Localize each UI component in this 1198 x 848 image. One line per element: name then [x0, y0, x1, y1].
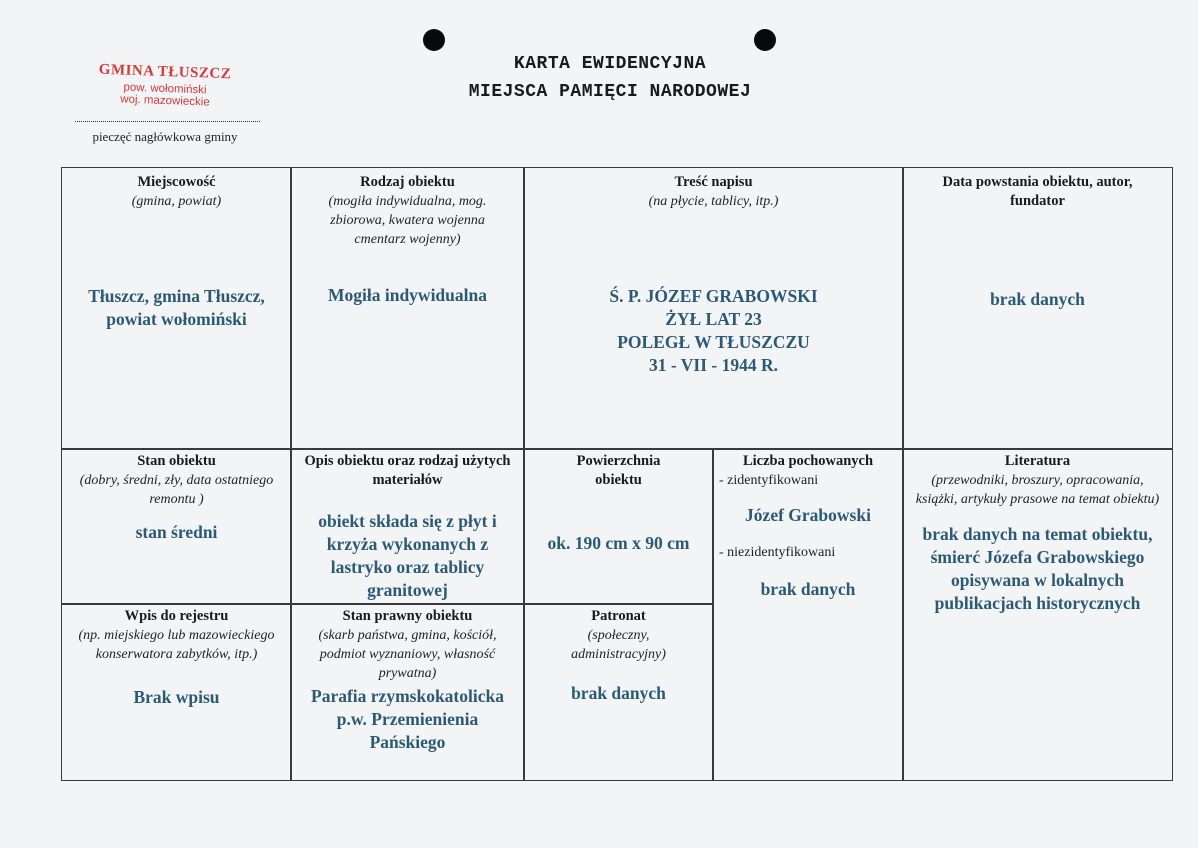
cell-patronat [523, 603, 714, 781]
inscription-line: 31 - VII - 1944 R. [649, 355, 778, 375]
title-line-2: MIEJSCA PAMIĘCI NARODOWEJ [468, 82, 752, 102]
document-title [380, 50, 840, 106]
miejscowosc-header: Miejscowość [137, 174, 216, 190]
punch-hole-left [423, 29, 445, 51]
literatura-header: Literatura [1004, 453, 1071, 469]
wpis-header: Wpis do rejestru [124, 608, 229, 624]
liczba-ident-label: - zidentyfikowani [719, 473, 819, 488]
cell-data-powstania [902, 167, 1173, 450]
literatura-sub: (przewodniki, broszury, opracowania, książki, artykuły prasowe na temat obiektu) [915, 473, 1160, 507]
punch-hole-right [754, 29, 776, 51]
cell-liczba-pochowanych [712, 448, 904, 781]
patronat-value: brak danych [571, 683, 666, 703]
powierzchnia-header: Powierzchnia obiektu [576, 453, 661, 488]
tresc-inscription [524, 285, 903, 377]
cell-stan-prawny [290, 603, 525, 781]
literatura-value: brak danych na temat obiektu, śmierć Józefa Grabowskiego opisywana w lokalnych publikacjach historycznych [922, 524, 1153, 613]
inscription-line: Ś. P. JÓZEF GRABOWSKI [609, 286, 818, 306]
cell-stan [61, 448, 292, 605]
cell-rodzaj [290, 167, 525, 450]
data-header: Data powstania obiektu, autor, fundator [942, 174, 1133, 209]
record-table [61, 167, 1173, 781]
prawny-sub: (skarb państwa, gmina, kościół, podmiot wyznaniowy, własność prywatna) [318, 628, 497, 681]
stan-sub: (dobry, średni, zły, data ostatniego remontu ) [79, 473, 274, 507]
tresc-header: Treść napisu [674, 174, 753, 190]
cell-tresc [523, 167, 904, 450]
patronat-header: Patronat [591, 608, 646, 624]
cell-powierzchnia [523, 448, 714, 605]
stan-value: stan średni [135, 522, 218, 542]
inscription-line: POLEGŁ W TŁUSZCZU [617, 332, 810, 352]
wpis-value: Brak wpisu [133, 687, 220, 707]
stamp-dotted-line [75, 121, 260, 122]
cell-wpis [61, 603, 292, 781]
municipality-stamp [60, 61, 270, 109]
stamp-caption: pieczęć nagłówkowa gminy [92, 129, 238, 144]
miejscowosc-value: Tłuszcz, gmina Tłuszcz, powiat wołomiński [88, 286, 265, 329]
powierzchnia-value: ok. 190 cm x 90 cm [547, 533, 690, 553]
patronat-sub: (społeczny, administracyjny) [571, 628, 666, 662]
prawny-header: Stan prawny obiektu [342, 608, 473, 624]
cell-opis [290, 448, 525, 605]
inscription-line: ŻYŁ LAT 23 [665, 309, 762, 329]
rodzaj-value: Mogiła indywidualna [327, 285, 487, 305]
stamp-line-2: pow. wołomiński [123, 81, 207, 97]
cell-literatura [902, 448, 1173, 781]
stamp-line-3: woj. mazowieckie [120, 93, 210, 109]
rodzaj-sub: (mogiła indywidualna, mog. zbiorowa, kwatera wojenna cmentarz wojenny) [328, 194, 487, 247]
liczba-ident-value: Józef Grabowski [745, 505, 871, 525]
liczba-nieident-label: - niezidentyfikowani [719, 545, 836, 560]
miejscowosc-sub: (gmina, powiat) [131, 194, 222, 209]
stan-header: Stan obiektu [137, 453, 216, 469]
title-line-1: KARTA EWIDENCYJNA [513, 54, 707, 74]
opis-value: obiekt składa się z płyt i krzyża wykonanych z lastryko oraz tablicy granitowej [318, 511, 497, 600]
rodzaj-header: Rodzaj obiektu [360, 174, 455, 190]
liczba-header: Liczba pochowanych [742, 453, 874, 469]
data-value: brak danych [990, 289, 1085, 309]
opis-header: Opis obiektu oraz rodzaj użytych materiałów [304, 453, 511, 488]
wpis-sub: (np. miejskiego lub mazowieckiego konserwatora zabytków, itp.) [78, 628, 275, 662]
tresc-sub: (na płycie, tablicy, itp.) [648, 194, 779, 209]
cell-miejscowosc [61, 167, 292, 450]
stamp-line-1: GMINA TŁUSZCZ [98, 61, 232, 83]
prawny-value: Parafia rzymskokatolicka p.w. Przemienienia Pańskiego [311, 686, 504, 752]
liczba-nieident-value: brak danych [760, 579, 856, 599]
